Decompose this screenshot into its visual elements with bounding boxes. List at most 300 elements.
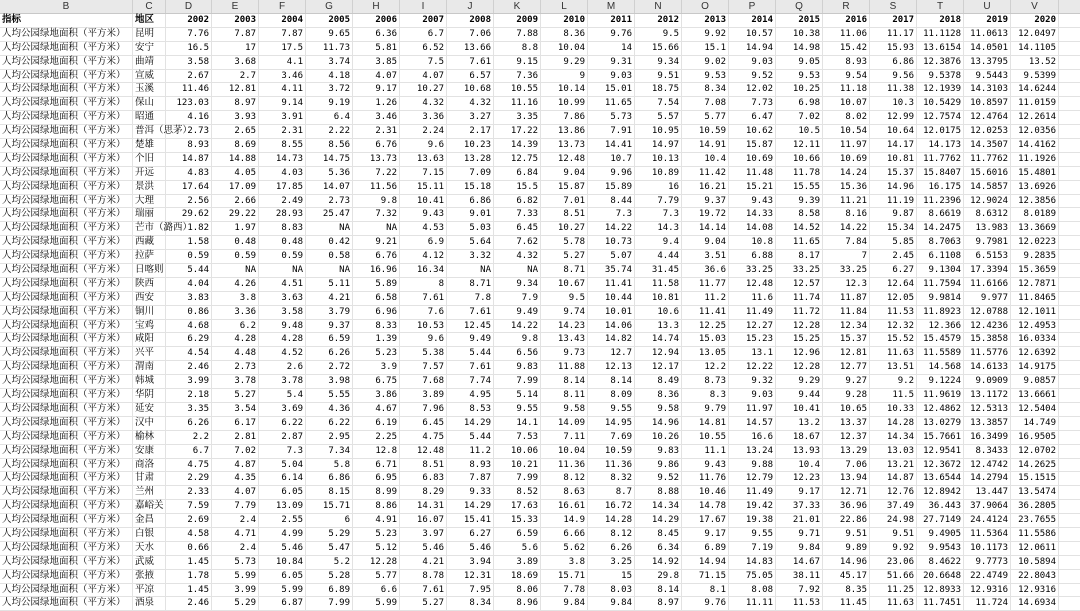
value-cell[interactable]: 5.99 [353,597,400,610]
value-cell[interactable]: 14.17 [870,139,917,152]
value-cell[interactable]: 12.9024 [964,195,1011,208]
value-cell[interactable]: 10.67 [541,278,588,291]
value-cell[interactable]: 15.21 [729,181,776,194]
value-cell[interactable]: 16.5 [166,42,212,55]
value-cell[interactable]: 14.28 [588,514,635,527]
value-cell[interactable]: 9.05 [776,56,823,69]
value-cell[interactable]: 7.61 [447,361,494,374]
value-cell[interactable]: 12.23 [776,472,823,485]
value-cell[interactable]: 4.75 [166,459,212,472]
indicator-cell[interactable]: 人均公园绿地面积（平方米） [0,208,133,221]
value-cell[interactable]: 22.4749 [964,570,1011,583]
value-cell[interactable]: 15.01 [588,83,635,96]
value-cell[interactable]: 14.06 [588,320,635,333]
value-cell[interactable]: 12.77 [823,361,870,374]
value-cell[interactable]: 12.76 [870,486,917,499]
value-cell[interactable]: 1.39 [353,333,400,346]
value-cell[interactable]: 0.59 [166,250,212,263]
value-cell[interactable]: 9.79 [682,403,729,416]
value-cell[interactable]: 3.69 [259,403,306,416]
column-header-Q[interactable]: Q [776,0,823,13]
value-cell[interactable]: NA [259,264,306,277]
value-cell[interactable]: 10.57 [729,28,776,41]
value-cell[interactable]: 12.4742 [964,459,1011,472]
value-cell[interactable]: 17.5 [259,42,306,55]
value-cell[interactable]: 11.77 [682,278,729,291]
header-cell[interactable]: 2007 [400,14,447,27]
value-cell[interactable]: 13.93 [776,445,823,458]
value-cell[interactable]: 9.02 [682,56,729,69]
value-cell[interactable]: 7.15 [400,167,447,180]
value-cell[interactable]: 14.6133 [964,361,1011,374]
value-cell[interactable]: 6.45 [494,222,541,235]
value-cell[interactable]: 14.22 [588,222,635,235]
value-cell[interactable]: 4.32 [494,250,541,263]
value-cell[interactable]: 3.32 [447,250,494,263]
value-cell[interactable]: 10.66 [776,153,823,166]
value-cell[interactable]: 22.8043 [1011,570,1059,583]
indicator-cell[interactable]: 人均公园绿地面积（平方米） [0,70,133,83]
value-cell[interactable]: 7.06 [823,459,870,472]
value-cell[interactable]: 9.53 [682,70,729,83]
value-cell[interactable]: 8.15 [306,486,353,499]
value-cell[interactable]: 11.0159 [1011,97,1059,110]
region-cell[interactable]: 平凉 [133,584,166,597]
value-cell[interactable]: 10.8 [729,236,776,249]
value-cell[interactable]: 8.93 [823,56,870,69]
value-cell[interactable]: 11.73 [306,42,353,55]
value-cell[interactable]: 15.5 [494,181,541,194]
region-cell[interactable]: 延安 [133,403,166,416]
value-cell[interactable]: 12.1011 [1011,306,1059,319]
value-cell[interactable]: 14.98 [776,42,823,55]
value-cell[interactable]: 11.1926 [1011,153,1059,166]
value-cell[interactable]: 12.25 [682,320,729,333]
value-cell[interactable]: 9.52 [729,70,776,83]
header-cell[interactable]: 2016 [823,14,870,27]
value-cell[interactable]: 33.25 [823,264,870,277]
value-cell[interactable]: 5.8 [306,459,353,472]
value-cell[interactable]: 1.45 [166,556,212,569]
value-cell[interactable]: 6.36 [353,28,400,41]
value-cell[interactable]: 6.22 [259,417,306,430]
value-cell[interactable]: 15 [588,570,635,583]
value-cell[interactable]: 0.59 [212,250,259,263]
value-cell[interactable]: 2.67 [166,70,212,83]
value-cell[interactable]: 5.44 [447,347,494,360]
value-cell[interactable]: 8.34 [682,83,729,96]
value-cell[interactable]: 5.62 [541,542,588,555]
indicator-cell[interactable]: 人均公园绿地面积（平方米） [0,431,133,444]
value-cell[interactable]: 9.17 [682,528,729,541]
column-header-T[interactable]: T [917,0,964,13]
value-cell[interactable]: 14.07 [306,181,353,194]
value-cell[interactable]: 9.7773 [964,556,1011,569]
value-cell[interactable]: 11.11 [729,597,776,610]
value-cell[interactable]: 10.68 [447,83,494,96]
value-cell[interactable]: 12.7574 [917,111,964,124]
value-cell[interactable]: 7.36 [494,70,541,83]
value-cell[interactable]: 10.04 [541,445,588,458]
value-cell[interactable]: 20.6648 [917,570,964,583]
value-cell[interactable]: 14.22 [494,320,541,333]
value-cell[interactable]: 3.63 [259,292,306,305]
value-cell[interactable]: 11.63 [870,347,917,360]
value-cell[interactable]: 9.1224 [917,375,964,388]
value-cell[interactable]: 10.14 [541,83,588,96]
value-cell[interactable]: 7.86 [541,111,588,124]
value-cell[interactable]: 1.78 [166,570,212,583]
value-cell[interactable]: 14.1105 [1011,42,1059,55]
value-cell[interactable]: 11.41 [588,278,635,291]
value-cell[interactable]: 12.4862 [917,403,964,416]
value-cell[interactable]: 3.78 [259,375,306,388]
indicator-cell[interactable]: 人均公园绿地面积（平方米） [0,500,133,513]
value-cell[interactable]: 10.3 [870,97,917,110]
value-cell[interactable]: 8.44 [588,195,635,208]
value-cell[interactable]: 13.6661 [1011,389,1059,402]
value-cell[interactable]: 4.11 [259,83,306,96]
value-cell[interactable]: 9.74 [541,306,588,319]
value-cell[interactable]: 16.0334 [1011,333,1059,346]
value-cell[interactable]: 9.34 [494,278,541,291]
value-cell[interactable]: 2.73 [166,125,212,138]
value-cell[interactable]: 11.84 [823,306,870,319]
value-cell[interactable]: 4.32 [447,97,494,110]
value-cell[interactable]: 7.6 [400,306,447,319]
value-cell[interactable]: 12.2 [682,361,729,374]
value-cell[interactable]: 10.64 [870,125,917,138]
value-cell[interactable]: 12.79 [729,472,776,485]
value-cell[interactable]: 2.49 [259,195,306,208]
region-cell[interactable]: 保山 [133,97,166,110]
value-cell[interactable]: 12.71 [823,486,870,499]
value-cell[interactable]: 11.0613 [964,28,1011,41]
value-cell[interactable]: 14.83 [729,556,776,569]
value-cell[interactable]: 12.45 [447,320,494,333]
value-cell[interactable]: 4.12 [400,250,447,263]
value-cell[interactable]: 13.1172 [964,389,1011,402]
header-cell[interactable]: 2017 [870,14,917,27]
value-cell[interactable]: 3.93 [212,111,259,124]
header-cell[interactable]: 2019 [964,14,1011,27]
value-cell[interactable]: 8.93 [447,459,494,472]
indicator-cell[interactable]: 人均公园绿地面积（平方米） [0,111,133,124]
value-cell[interactable]: 9.6 [400,333,447,346]
value-cell[interactable]: 14.09 [541,417,588,430]
value-cell[interactable]: 5.4 [259,389,306,402]
value-cell[interactable]: 71.15 [682,570,729,583]
value-cell[interactable]: 7.61 [400,292,447,305]
value-cell[interactable]: 8.3433 [964,445,1011,458]
value-cell[interactable]: 2.56 [166,195,212,208]
value-cell[interactable]: 5.2 [306,556,353,569]
value-cell[interactable]: 6.56 [494,347,541,360]
value-cell[interactable]: 0.58 [306,250,353,263]
region-cell[interactable]: 金昌 [133,514,166,527]
value-cell[interactable]: 0.48 [259,236,306,249]
value-cell[interactable]: 14.94 [682,556,729,569]
value-cell[interactable]: 11.63 [870,597,917,610]
value-cell[interactable]: 9.84 [541,597,588,610]
value-cell[interactable]: 9.48 [259,320,306,333]
value-cell[interactable]: 5.27 [400,597,447,610]
value-cell[interactable]: 6.1108 [917,250,964,263]
value-cell[interactable]: 0.42 [306,236,353,249]
column-header-N[interactable]: N [635,0,682,13]
value-cell[interactable]: 7 [823,250,870,263]
indicator-cell[interactable]: 人均公园绿地面积（平方米） [0,139,133,152]
value-cell[interactable]: 5.07 [588,250,635,263]
value-cell[interactable]: 14.5857 [964,181,1011,194]
value-cell[interactable]: 8.16 [823,208,870,221]
value-cell[interactable]: 12.37 [823,431,870,444]
value-cell[interactable]: 9.96 [588,167,635,180]
value-cell[interactable]: 13.2 [776,417,823,430]
value-cell[interactable]: 15.71 [541,570,588,583]
value-cell[interactable]: 8.96 [494,597,541,610]
value-cell[interactable]: 13.73 [541,139,588,152]
value-cell[interactable]: 10.38 [776,28,823,41]
indicator-cell[interactable]: 人均公园绿地面积（平方米） [0,320,133,333]
value-cell[interactable]: 4.1 [259,56,306,69]
value-cell[interactable]: 8.17 [776,250,823,263]
value-cell[interactable]: 11.38 [870,83,917,96]
header-cell[interactable]: 2004 [259,14,306,27]
value-cell[interactable]: 13.86 [541,125,588,138]
value-cell[interactable]: 37.9064 [964,500,1011,513]
value-cell[interactable]: 4.28 [259,333,306,346]
value-cell[interactable]: 11.8923 [917,306,964,319]
value-cell[interactable]: 16 [635,181,682,194]
value-cell[interactable]: 8.03 [588,584,635,597]
value-cell[interactable]: 12.4764 [964,111,1011,124]
value-cell[interactable]: 16.175 [917,181,964,194]
value-cell[interactable]: 2.46 [166,597,212,610]
value-cell[interactable]: 10.04 [541,42,588,55]
value-cell[interactable]: 8.49 [635,375,682,388]
value-cell[interactable]: 3.35 [166,403,212,416]
value-cell[interactable]: 1.45 [166,584,212,597]
value-cell[interactable]: 9.34 [635,56,682,69]
value-cell[interactable]: 7.32 [353,208,400,221]
value-cell[interactable]: 2.18 [166,389,212,402]
value-cell[interactable]: 10.4 [682,153,729,166]
value-cell[interactable]: 11.87 [823,292,870,305]
value-cell[interactable]: 4.21 [400,556,447,569]
value-cell[interactable]: 15.11 [400,181,447,194]
value-cell[interactable]: 11.49 [729,486,776,499]
value-cell[interactable]: 7.61 [447,56,494,69]
value-cell[interactable]: 5.38 [400,347,447,360]
value-cell[interactable]: 10.73 [588,236,635,249]
value-cell[interactable]: 3.36 [212,306,259,319]
value-cell[interactable]: 8.4622 [917,556,964,569]
indicator-cell[interactable]: 人均公园绿地面积（平方米） [0,486,133,499]
value-cell[interactable]: 18.69 [494,570,541,583]
value-cell[interactable]: 8.86 [353,500,400,513]
value-cell[interactable]: 10.25 [776,83,823,96]
value-cell[interactable]: 9.0857 [1011,375,1059,388]
value-cell[interactable]: 12.13 [588,361,635,374]
value-cell[interactable]: 37.49 [870,500,917,513]
value-cell[interactable]: 10.59 [682,125,729,138]
value-cell[interactable]: 16.96 [353,264,400,277]
value-cell[interactable]: 29.8 [635,570,682,583]
value-cell[interactable]: 10.69 [823,153,870,166]
value-cell[interactable]: 6.75 [353,375,400,388]
value-cell[interactable]: 14.96 [870,181,917,194]
value-cell[interactable]: 0.59 [259,250,306,263]
value-cell[interactable]: 7.8 [447,292,494,305]
value-cell[interactable]: 21.01 [776,514,823,527]
value-cell[interactable]: 3.8 [541,556,588,569]
value-cell[interactable]: 2.81 [212,431,259,444]
value-cell[interactable]: 10.7 [588,153,635,166]
value-cell[interactable]: 17.3394 [964,264,1011,277]
value-cell[interactable]: 12.366 [917,320,964,333]
indicator-cell[interactable]: 人均公园绿地面积（平方米） [0,292,133,305]
header-cell[interactable]: 2013 [682,14,729,27]
value-cell[interactable]: 8.8 [494,42,541,55]
value-cell[interactable]: 2.87 [259,431,306,444]
value-cell[interactable]: 7.5 [400,56,447,69]
value-cell[interactable]: 12.0223 [1011,236,1059,249]
value-cell[interactable]: 5.6 [494,542,541,555]
value-cell[interactable]: 3.27 [447,111,494,124]
column-header-U[interactable]: U [964,0,1011,13]
value-cell[interactable]: 5.12 [353,542,400,555]
value-cell[interactable]: 3.72 [306,83,353,96]
column-header-V[interactable]: V [1011,0,1059,13]
value-cell[interactable]: 9.28 [823,389,870,402]
value-cell[interactable]: 6.7 [166,445,212,458]
value-cell[interactable]: 12.5404 [1011,403,1059,416]
value-cell[interactable]: 14.33 [729,208,776,221]
value-cell[interactable]: 2.6 [259,361,306,374]
value-cell[interactable]: 9.1304 [917,264,964,277]
value-cell[interactable]: 6.86 [306,472,353,485]
value-cell[interactable]: 36.96 [823,500,870,513]
header-cell[interactable]: 2012 [635,14,682,27]
value-cell[interactable]: 8.97 [635,597,682,610]
value-cell[interactable]: 23.7655 [1011,514,1059,527]
value-cell[interactable]: 14.94 [729,42,776,55]
value-cell[interactable]: 33.25 [776,264,823,277]
value-cell[interactable]: 9.43 [400,208,447,221]
value-cell[interactable]: 11.97 [823,139,870,152]
value-cell[interactable]: 7.9 [494,292,541,305]
value-cell[interactable]: 10.81 [635,292,682,305]
value-cell[interactable]: 8.78 [400,570,447,583]
value-cell[interactable]: 9.49 [494,306,541,319]
value-cell[interactable]: 9.54 [823,70,870,83]
value-cell[interactable]: 11.2 [682,292,729,305]
column-header-B[interactable]: B [0,0,133,13]
value-cell[interactable]: 17.63 [494,500,541,513]
indicator-cell[interactable]: 人均公园绿地面积（平方米） [0,528,133,541]
value-cell[interactable]: 9.21 [353,236,400,249]
value-cell[interactable]: 9.71 [776,528,823,541]
indicator-cell[interactable]: 人均公园绿地面积（平方米） [0,97,133,110]
indicator-cell[interactable]: 人均公园绿地面积（平方米） [0,306,133,319]
value-cell[interactable]: 11.45 [823,597,870,610]
value-cell[interactable]: 11.78 [776,167,823,180]
value-cell[interactable]: 12.05 [870,292,917,305]
value-cell[interactable]: 8.63 [541,486,588,499]
value-cell[interactable]: 6.58 [353,292,400,305]
value-cell[interactable]: 14.4162 [1011,139,1059,152]
region-cell[interactable]: 华阴 [133,389,166,402]
region-cell[interactable]: 汉中 [133,417,166,430]
header-cell[interactable]: 2008 [447,14,494,27]
value-cell[interactable]: 15.37 [870,167,917,180]
value-cell[interactable]: 11.17 [870,28,917,41]
value-cell[interactable]: 11.16 [494,97,541,110]
value-cell[interactable]: 15.4579 [917,333,964,346]
value-cell[interactable]: 8.36 [635,389,682,402]
value-cell[interactable]: 9.29 [541,56,588,69]
value-cell[interactable]: 8.12 [541,472,588,485]
value-cell[interactable]: 14.96 [823,556,870,569]
region-cell[interactable]: 宣威 [133,70,166,83]
region-cell[interactable]: 韩城 [133,375,166,388]
header-cell[interactable]: 2020 [1011,14,1059,27]
column-header-I[interactable]: I [400,0,447,13]
value-cell[interactable]: 18.75 [635,83,682,96]
value-cell[interactable]: 123.03 [166,97,212,110]
value-cell[interactable]: 12.7 [588,347,635,360]
value-cell[interactable]: 7.3 [588,208,635,221]
value-cell[interactable]: 13.5474 [1011,486,1059,499]
region-cell[interactable]: 大理 [133,195,166,208]
value-cell[interactable]: 3.98 [306,375,353,388]
value-cell[interactable]: 15.3858 [964,333,1011,346]
value-cell[interactable]: 13.1 [729,347,776,360]
value-cell[interactable]: 6.2 [212,320,259,333]
value-cell[interactable]: 4.91 [353,514,400,527]
value-cell[interactable]: 4.87 [212,459,259,472]
value-cell[interactable]: 10.27 [400,83,447,96]
value-cell[interactable]: 12.28 [776,361,823,374]
value-cell[interactable]: 2.2 [166,431,212,444]
value-cell[interactable]: 15.42 [823,42,870,55]
value-cell[interactable]: 45.17 [823,570,870,583]
value-cell[interactable]: 14.29 [635,514,682,527]
value-cell[interactable]: NA [306,264,353,277]
value-cell[interactable]: 6.27 [447,528,494,541]
value-cell[interactable]: 12.0702 [1011,445,1059,458]
value-cell[interactable]: 13.983 [964,222,1011,235]
value-cell[interactable]: 14.29 [447,500,494,513]
value-cell[interactable]: 9.52 [635,472,682,485]
value-cell[interactable]: 7.33 [494,208,541,221]
value-cell[interactable]: 10.13 [635,153,682,166]
value-cell[interactable]: 2.33 [166,486,212,499]
value-cell[interactable]: 9.83 [494,361,541,374]
region-cell[interactable]: 武威 [133,556,166,569]
value-cell[interactable]: 11.74 [776,292,823,305]
region-cell[interactable]: 宝鸡 [133,320,166,333]
value-cell[interactable]: 12.1939 [917,83,964,96]
value-cell[interactable]: 12.3672 [917,459,964,472]
value-cell[interactable]: 15.23 [729,333,776,346]
value-cell[interactable]: 7.76 [166,28,212,41]
value-cell[interactable]: 16.72 [588,500,635,513]
value-cell[interactable]: 8.08 [729,584,776,597]
value-cell[interactable]: 15.1 [682,42,729,55]
value-cell[interactable]: 2.25 [353,431,400,444]
